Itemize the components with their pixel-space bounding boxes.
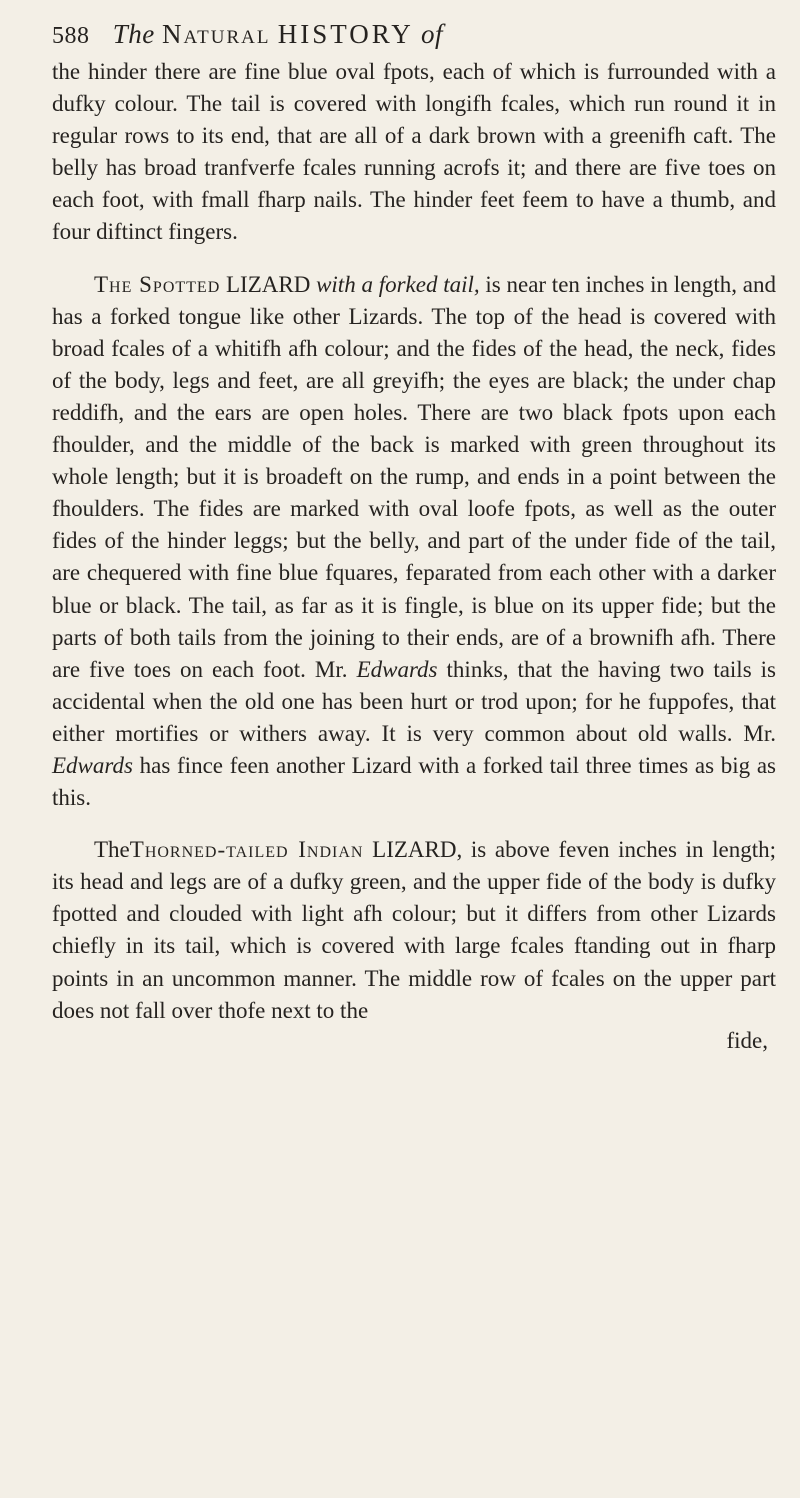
running-head-natural: Natural — [162, 19, 271, 49]
running-head — [52, 16, 776, 56]
paragraph-thorned-tailed-lizard — [52, 834, 776, 1027]
edwards-name-2: Edwards — [52, 752, 133, 778]
edwards-name-1: Edwards — [356, 656, 438, 682]
paragraph-spotted-lizard — [52, 269, 776, 815]
catchword: fide, — [726, 1027, 768, 1053]
spotted-lizard-title-sc: The Spotted — [94, 271, 221, 297]
thorned-lizard-body: is above feven inches in length; its head and legs are of a dufky green, and the upper fide of the body is dufky fpotted and clouded with light afh colour; but it differs from other Lizards chiefly in its tail, which is covered with large fcales ftanding out in fharp points in an uncommon manner. The middle row of fcales on the upper part does not fall over thofe next to the — [52, 837, 776, 1023]
running-head-the: The — [112, 19, 155, 49]
spotted-lizard-body-2: thinks, that the having two tails is accidental when the old one has been hurt or trod upon; for he fuppofes, that either mortifies or withers away. It is very common about old walls. Mr. — [52, 656, 777, 746]
paragraph-continued: the hinder there are fine blue oval fpots, each of which is furrounded with a dufky colour. The tail is covered with longifh fcales, which run round it in regular rows to its end, that are all of a dark brown with a greenifh caft. The belly has broad tranfverfe fcales running acrofs it; and there are five toes on each foot, with fmall fharp nails. The hinder feet feem to have a thumb, and four diftinct fingers. — [52, 59, 776, 245]
running-head-of: of — [420, 19, 443, 49]
spotted-lizard-title-caps: LIZARD — [226, 271, 311, 297]
page-number: 588 — [52, 23, 90, 49]
thorned-lizard-the: The — [94, 837, 130, 863]
spotted-lizard-body-3: has fince feen another Lizard with a forked tail three times as big as this. — [52, 752, 776, 811]
paragraph-gap — [52, 249, 776, 269]
spotted-lizard-title-italic: with a forked tail, — [316, 271, 480, 297]
paragraph-gap — [52, 814, 776, 834]
spotted-lizard-body: is near ten inches in length, and has a forked tongue like other Lizards. The top of the head is covered with broad fcales of a whitifh afh colour; and the fides of the head, the neck, fides of the body, legs and feet, are all greyifh; the eyes are black; the under chap reddifh, and the ears are open holes. There are two black fpots upon each fhoulder, and the middle of the back is marked with green throughout its whole length; but it is broadeft on the rump, and ends in a point between the fhoulders. The fides are marked with oval loofe fpots, as well as the outer fides of the hinder leggs; but the belly, and part of the under fide of the tail, are chequered with fine blue fquares, feparated from each other with a darker blue or black. The tail, as far as it is fingle, is blue on its upper fide; but the parts of both tails from the joining to their ends, are of a brownifh afh. There are five toes on each foot. Mr. — [52, 271, 777, 682]
thorned-lizard-title-sc: Thorned-tailed Indian — [129, 837, 364, 863]
running-head-history: HISTORY — [277, 19, 414, 49]
thorned-lizard-title-caps: LIZARD, — [372, 837, 463, 863]
